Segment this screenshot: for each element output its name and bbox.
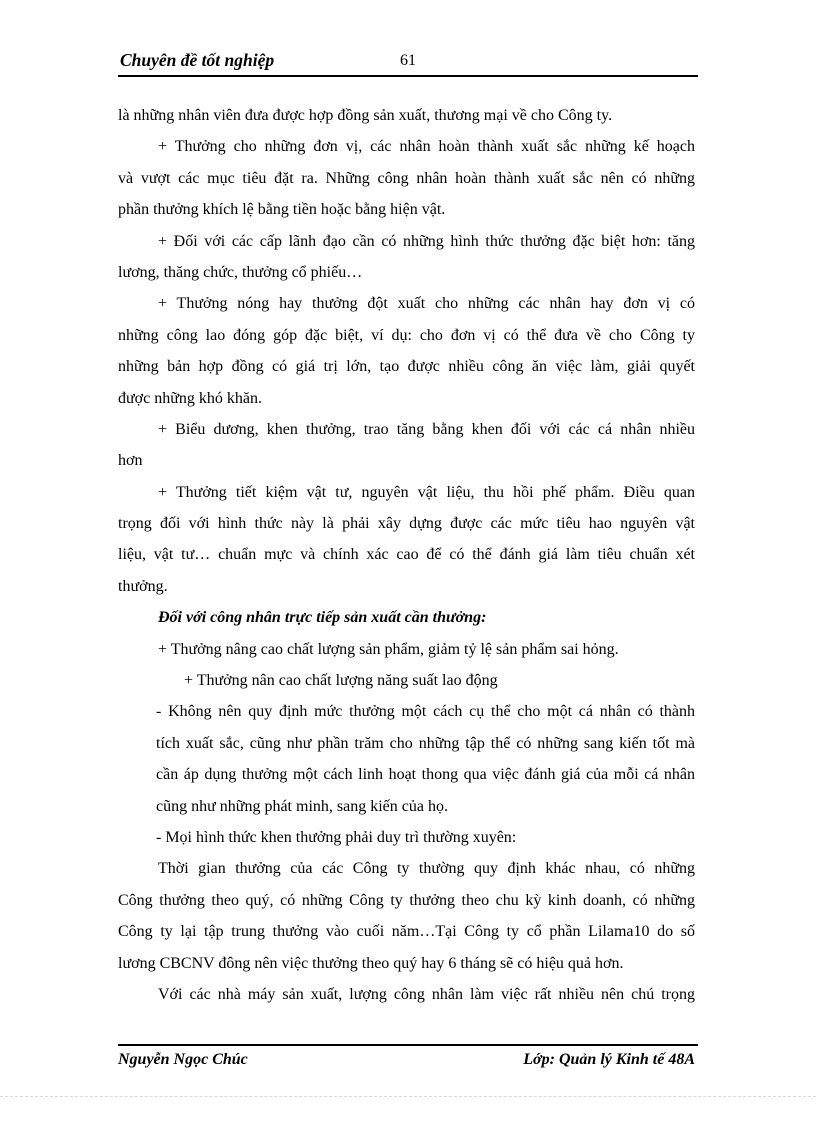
text-line: là những nhân viên đưa được hợp đồng sản xuất, thương mại về cho Công ty.: [118, 107, 613, 124]
text-line: + Thưởng cho những đơn vị, các nhân hoàn thành xuất sắc những kế hoạch: [158, 138, 695, 156]
text-line: cần áp dụng thưởng một cách linh hoạt thong qua việc đánh giá của mỗi cá nhân: [156, 766, 695, 784]
section-heading: Đối với công nhân trực tiếp sản xuất cần thưởng:: [158, 609, 487, 627]
text-line: được những khó khăn.: [118, 389, 263, 407]
page-number: 61: [400, 52, 416, 69]
text-line: hơn: [118, 452, 143, 470]
text-line: thưởng.: [118, 577, 168, 595]
text-line: Thời gian thưởng của các Công ty thường quy định khác nhau, có những: [158, 860, 695, 878]
text-line: lương CBCNV đông nên việc thưởng theo quý hay 6 tháng sẽ có hiệu quả hơn.: [118, 954, 624, 972]
text-line: + Thưởng nân cao chất lượng năng suất lao động: [184, 672, 498, 690]
text-line: lương, thăng chức, thưởng cổ phiếu…: [118, 263, 363, 281]
text-line: + Thưởng tiết kiệm vật tư, nguyên vật liệu, thu hồi phế phẩm. Điều quan: [158, 483, 695, 501]
text-line: những bản hợp đồng có giá trị lớn, tạo được nhiều công ăn việc làm, giải quyết: [118, 358, 695, 376]
text-line: + Thưởng nâng cao chất lượng sản phẩm, giảm tỷ lệ sản phẩm sai hỏng.: [158, 640, 619, 658]
text-line: Công thưởng theo quý, có những Công ty thưởng theo chu kỳ kinh doanh, có những: [118, 891, 695, 909]
text-line: + Biểu dương, khen thưởng, trao tăng bằng khen đối với các cá nhân nhiều: [158, 420, 695, 438]
text-line: tích xuất sắc, cũng như phần trăm cho những tập thể có những sang kiến tốt mà: [156, 734, 695, 752]
text-line: và vượt các mục tiêu đặt ra. Những công nhân hoàn thành xuất sắc nên có những: [118, 169, 695, 187]
page-edge: [0, 1096, 816, 1097]
text-line: Với các nhà máy sản xuất, lượng công nhân làm việc rất nhiều nên chú trọng: [158, 985, 695, 1003]
text-line: phần thưởng khích lệ bằng tiền hoặc bằng hiện vật.: [118, 201, 446, 219]
text-line: những công lao đóng góp đặc biệt, ví dụ: cho đơn vị có thể đưa về cho Công ty: [118, 326, 695, 344]
document-body: [118, 100, 695, 1010]
text-line: trọng đối với hình thức này là phải xây dựng được các mức tiêu hao nguyên vật: [118, 515, 695, 533]
text-line: - Mọi hình thức khen thưởng phải duy trì thường xuyên:: [156, 828, 517, 846]
text-line: + Thưởng nóng hay thưởng đột xuất cho những các nhân hay đơn vị có: [158, 295, 695, 313]
text-line: - Không nên quy định mức thưởng một cách cụ thể cho một cá nhân có thành: [156, 703, 695, 721]
text-line: liệu, vật tư… chuẩn mực và chính xác cao để có thể đánh giá làm tiêu chuẩn xét: [118, 546, 695, 564]
header-rule: [118, 75, 698, 77]
text-line: cũng như những phát minh, sang kiến của họ.: [156, 797, 448, 815]
footer-class: Lớp: Quản lý Kinh tế 48A: [523, 1051, 695, 1068]
header-title: Chuyên đề tốt nghiệp: [120, 50, 275, 70]
text-line: Công ty lại tập trung thưởng vào cuối năm…Tại Công ty cổ phần Lilama10 do số: [118, 923, 695, 941]
footer-rule: [118, 1044, 698, 1046]
footer-author: Nguyễn Ngọc Chúc: [118, 1051, 248, 1068]
text-line: + Đối với các cấp lãnh đạo cần có những hình thức thưởng đặc biệt hơn: tăng: [158, 232, 695, 250]
